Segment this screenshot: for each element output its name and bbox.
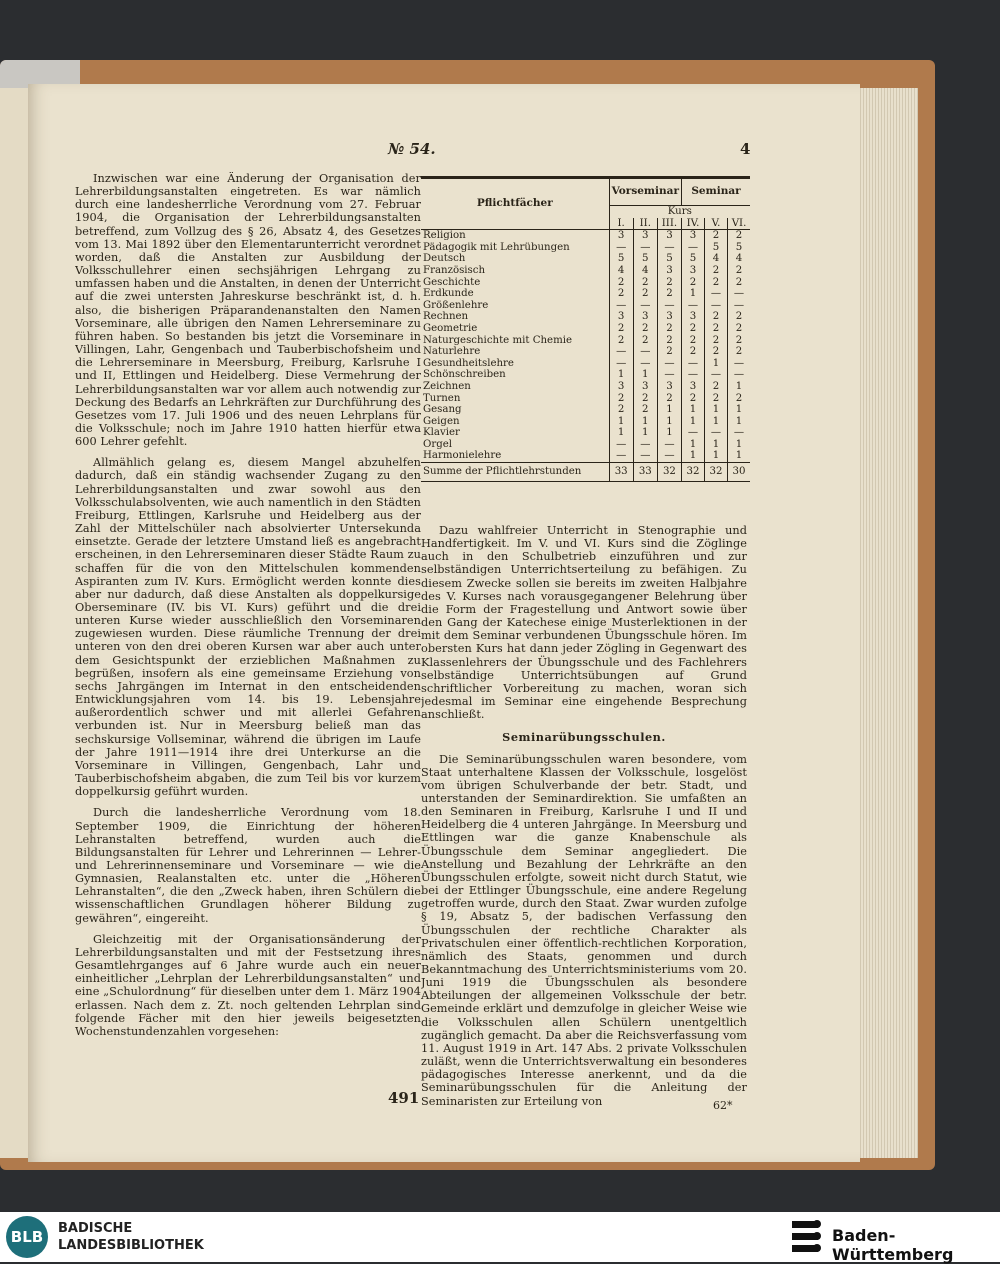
hours-cell: 2 (728, 230, 751, 242)
hours-cell: — (633, 358, 657, 370)
subject-name: Religion (423, 230, 466, 242)
hours-cell: 1 (728, 416, 751, 428)
table-row (421, 439, 750, 451)
hours-cell: 3 (682, 230, 705, 242)
sum-cell: 32 (657, 463, 681, 482)
hours-cell: 3 (633, 230, 657, 242)
hours-cell: 2 (728, 393, 751, 405)
table-row (421, 404, 750, 416)
hours-cell: — (609, 242, 633, 254)
paragraph: Die Seminarübungsschulen waren besondere, vom Staat unterhaltene Klassen der Volksschule, losgelöst vom übrigen Schulverbande der betr. Stadt, und unterstanden der Seminardirektion. Sie umfaßten an den Seminaren in Freiburg, Karlsruhe I und II und Heidelberg die 4 unteren Jahrgänge. In Meersburg und Ettlingen war die ganze Knabenschule als Übungsschule dem Seminar angegliedert. Die Anstellung und Bezahlung der Lehrkräfte an den Übungsschulen erfolgte, soweit nicht durch Statut, wie bei der Ettlinger Übungsschule, eine andere Regelung getroffen wurde, durch den Staat. Zwar wurden zufolge § 19, Absatz 5, der badischen Verfassung den Übungsschulen der rechtliche Charakter als Privatschulen einer öffentlich-rechtlichen Korporation, nämlich des Staats, genommen und durch Bekanntmachung des Unterrichtsministeriums vom 20. Juni 1919 die Übungsschulen als besondere Abteilungen der allgemeinen Volksschule der betr. Gemeinde erklärt und demzufolge in gleicher Weise wie die Volksschulen allen Schülern unentgeltlich zugänglich gemacht. Da aber die Reichsverfassung vom 11. August 1919 in Art. 147 Abs. 2 private Volksschulen zuläßt, wenn die Unterrichtsverwaltung ein besonderes pädagogisches Interesse anerkennt, und da die Seminarübungsschulen für die Anleitung der Seminaristen zur Erteilung von (421, 752, 747, 1108)
hours-cell: — (682, 300, 705, 312)
hours-cell: 2 (705, 277, 728, 289)
library-name[interactable] (58, 1220, 204, 1254)
hours-cell: 3 (609, 311, 633, 323)
hours-cell: 1 (682, 439, 705, 451)
hours-cell: — (609, 450, 633, 462)
document-page (28, 84, 860, 1162)
hours-cell: 2 (705, 335, 728, 347)
hours-cell: 2 (609, 335, 633, 347)
library-banner (0, 1212, 1000, 1262)
hours-cell: 2 (728, 265, 751, 277)
hours-cell: 2 (728, 277, 751, 289)
hours-cell: 2 (657, 335, 681, 347)
hours-cell: 2 (633, 393, 657, 405)
hours-cell: 2 (682, 335, 705, 347)
subjects-table-container (421, 176, 750, 516)
hours-cell: 2 (682, 393, 705, 405)
hours-cell: 2 (609, 288, 633, 300)
hours-cell: 1 (609, 427, 633, 439)
hours-cell: 2 (728, 323, 751, 335)
lions-coat-of-arms-icon (790, 1218, 824, 1256)
hours-cell: 1 (728, 450, 751, 462)
subject-name: Geschichte (423, 276, 481, 288)
library-name-line2: LANDESBIBLIOTHEK (58, 1238, 204, 1253)
hours-cell: — (657, 369, 681, 381)
hours-cell: 4 (609, 265, 633, 277)
table-row (421, 242, 750, 254)
hours-cell: — (705, 300, 728, 312)
table-row (421, 265, 750, 277)
hours-cell: 2 (657, 393, 681, 405)
hours-cell: — (728, 300, 751, 312)
kurs-column-header: V. (705, 218, 728, 230)
hours-cell: 2 (705, 381, 728, 393)
subject-name: Turnen (423, 392, 461, 404)
table-row (421, 277, 750, 289)
hours-cell: — (633, 242, 657, 254)
hours-cell: 2 (657, 288, 681, 300)
hours-cell: — (609, 439, 633, 451)
hours-cell: 1 (633, 427, 657, 439)
vorseminar-header: Vorseminar (609, 178, 681, 206)
hours-cell: 2 (609, 323, 633, 335)
hours-cell: 1 (682, 450, 705, 462)
hours-cell: 1 (657, 416, 681, 428)
hours-cell: 3 (657, 265, 681, 277)
kurs-column-header: III. (657, 218, 681, 230)
table-row (421, 323, 750, 335)
table-row (421, 230, 750, 242)
hours-cell: 3 (633, 381, 657, 393)
seminar-header: Seminar (682, 178, 751, 206)
paragraph: Durch die landesherrliche Verordnung vom 18. September 1909, die Einrichtung der höheren Lehranstalten betreffend, wurden auch die Bildungsanstalten für Lehrer und Lehrerinnen — Lehrer- und Lehrerinnenseminare und Vorseminare — wie die Gymnasien, Realanstalten etc. unter die „Höheren Lehranstalten“, die den „Zweck haben, ihren Schülern die wissenschaftlichen Grundlagen höherer Bildung zu gewähren“, eingereiht. (75, 806, 421, 925)
right-text-column (421, 524, 747, 1124)
hours-cell: 2 (657, 346, 681, 358)
sum-cell: 32 (682, 463, 705, 482)
subject-name: Geigen (423, 415, 460, 427)
hours-cell: 2 (633, 404, 657, 416)
hours-cell: 5 (682, 253, 705, 265)
hours-cell: — (682, 358, 705, 370)
subject-name: Deutsch (423, 253, 466, 265)
signature-mark: 62* (713, 1099, 733, 1112)
hours-cell: — (609, 346, 633, 358)
page-header (28, 140, 860, 162)
hours-cell: 1 (682, 404, 705, 416)
hours-cell: 2 (682, 277, 705, 289)
hours-cell: 2 (728, 311, 751, 323)
hours-cell: 1 (705, 416, 728, 428)
hours-cell: 2 (633, 288, 657, 300)
hours-cell: 3 (682, 381, 705, 393)
sum-row (421, 463, 750, 482)
hours-cell: — (609, 300, 633, 312)
hours-cell: 1 (705, 404, 728, 416)
hours-cell: 5 (609, 253, 633, 265)
hours-cell: — (633, 346, 657, 358)
hours-cell: 2 (728, 335, 751, 347)
hours-cell: 1 (657, 404, 681, 416)
hours-cell: 1 (633, 416, 657, 428)
hours-cell: — (657, 242, 681, 254)
hours-cell: 1 (682, 288, 705, 300)
left-page-edge (0, 88, 29, 1158)
hours-cell: — (682, 427, 705, 439)
subject-name: Französisch (423, 264, 486, 276)
table-row (421, 335, 750, 347)
paragraph: Gleichzeitig mit der Organisationsänderung der Lehrerbildungsanstalten und mit der Festsetzung ihres Gesamtlehrganges auf 6 Jahre wurde auch ein neuer einheitlicher „Lehrplan der Lehrerbildungsanstalten“ und eine „Schulordnung“ für dieselben unter dem 1. März 1904 erlassen. Nach dem z. Zt. noch geltenden Lehrplan sind folgende Fächer mit den hier jeweils beigesetzten Wochenstundenzahlen vorgesehen: (75, 932, 421, 1038)
table-row (421, 358, 750, 370)
section-heading: Seminarübungsschulen. (502, 730, 666, 745)
library-name-line1: BADISCHE (58, 1221, 133, 1236)
table-row (421, 311, 750, 323)
hours-cell: — (682, 242, 705, 254)
subject-name: Rechnen (423, 311, 469, 323)
table-row (421, 253, 750, 265)
paragraph: Allmählich gelang es, diesem Mangel abzuhelfen dadurch, daß ein ständig wachsender Zugang zu den Lehrerbildungsanstalten und zwar sowohl aus den Volksschulabsolventen, wie auch namentlich in den Städten Freiburg, Ettlingen, Karlsruhe und Heidelberg aus der Zahl der Mittelschüler nach absolvierter Untersekunda einsetzte. Gerade der letztere Umstand ließ es angebracht erscheinen, in den Lehrerseminaren dieser Städte Raum zu schaffen für die von den Mittelschulen kommenden Aspiranten zum IV. Kurs. Ermöglicht werden konnte dies aber nur dadurch, daß diese Anstalten als doppelkursige Oberseminare (IV. bis VI. Kurs) geführt und die drei unteren Kurse wieder ausschließlich den Vorseminaren zugewiesen wurden. Diese räumliche Trennung der drei unteren von den drei oberen Kursen war aber auch unter dem Gesichtspunkt der erzieblichen Maßnahmen zu begrüßen, insofern als eine gemeinsame Erziehung von sechs Jahrgängen im Internat in den entscheidenden Entwicklungsjahren vom 14. bis 19. Lebensjahre außerordentlich schwer und mit allerlei Gefahren verbunden ist. Nur in Meersburg beließ man das sechskursige Vollseminar, während die übrigen im Laufe der Jahre 1911—1914 ihre drei Unterkurse an die Vorseminare in Villingen, Gengenbach, Lahr und Tauberbischofsheim abgaben, die zum Teil bis vor kurzem doppelkursig geführt wurden. (75, 456, 421, 799)
sum-cell: 32 (705, 463, 728, 482)
hours-cell: 1 (705, 358, 728, 370)
table-row (421, 416, 750, 428)
sum-cell: 30 (728, 463, 751, 482)
hours-cell: 2 (609, 404, 633, 416)
hours-cell: 1 (633, 369, 657, 381)
sum-cell: 33 (609, 463, 633, 482)
hours-cell: 5 (657, 253, 681, 265)
hours-cell: 3 (609, 381, 633, 393)
hours-cell: 2 (705, 393, 728, 405)
hours-cell: 1 (657, 427, 681, 439)
paragraph: Dazu wahlfreier Unterricht in Stenographie und Handfertigkeit. Im V. und VI. Kurs sind die Zöglinge auch in den Schulbetrieb einzuführen und zur selbständigen Unterrichtserteilung zu befähigen. Zu diesem Zwecke sollen sie bereits im zweiten Halbjahre des V. Kurses nach vorausgegangener Belehrung über die Form der Fragestellung und Antwort sowie über den Gang der Katechese einige Musterlektionen in der mit dem Seminar verbundenen Übungsschule hören. Im obersten Kurs hat dann jeder Zögling in Gegenwart des Klassenlehrers der Übungsschule und des Fachlehrers selbständige Unterrichtsübungen auf Grund schriftlicher Vorbereitung zu machen, woran sich jedesmal im Seminar eine eingehende Besprechung anschließt. (421, 524, 747, 722)
subject-name: Naturgeschichte mit Chemie (423, 334, 573, 346)
issue-number: № 54. (388, 140, 436, 158)
blb-logo[interactable]: BLB (6, 1216, 48, 1258)
subject-name: Erdkunde (423, 288, 474, 300)
hours-cell: 1 (728, 381, 751, 393)
hours-cell: 3 (682, 311, 705, 323)
hours-cell: 2 (705, 311, 728, 323)
subject-name: Größenlehre (423, 299, 489, 311)
hours-cell: — (657, 300, 681, 312)
subject-name: Schönschreiben (423, 369, 506, 381)
table-row (421, 393, 750, 405)
hours-cell: 1 (609, 369, 633, 381)
kurs-column-header: II. (633, 218, 657, 230)
hours-cell: 1 (682, 416, 705, 428)
kurs-column-header: I. (609, 218, 633, 230)
kurs-column-header: IV. (682, 218, 705, 230)
subject-name: Pädagogik mit Lehrübungen (423, 241, 570, 253)
hours-cell: 2 (682, 346, 705, 358)
hours-cell: 5 (633, 253, 657, 265)
table-row (421, 288, 750, 300)
hours-cell: — (728, 288, 751, 300)
kurs-label: Kurs (609, 206, 750, 218)
page-header-number: 4 (740, 140, 751, 158)
hours-cell: 3 (609, 230, 633, 242)
subject-name: Klavier (423, 427, 460, 439)
hours-cell: 2 (609, 277, 633, 289)
state-name[interactable]: Baden-Württemberg (832, 1226, 954, 1264)
subject-name: Zeichnen (423, 380, 471, 392)
subjects-table (421, 176, 750, 482)
hours-cell: — (609, 358, 633, 370)
hours-cell: 2 (705, 323, 728, 335)
hours-cell: — (728, 427, 751, 439)
table-row (421, 369, 750, 381)
hours-cell: 4 (728, 253, 751, 265)
subject-name: Naturlehre (423, 346, 481, 358)
hours-cell: 1 (705, 439, 728, 451)
subject-name: Harmonielehre (423, 450, 502, 462)
table-row (421, 346, 750, 358)
hours-cell: — (705, 369, 728, 381)
hours-cell: — (657, 358, 681, 370)
subject-name: Gesundheitslehre (423, 357, 514, 369)
hours-cell: — (657, 439, 681, 451)
hours-cell: 1 (705, 450, 728, 462)
hours-cell: 2 (633, 323, 657, 335)
hours-cell: 3 (657, 311, 681, 323)
hours-cell: 2 (633, 277, 657, 289)
hours-cell: — (728, 358, 751, 370)
hours-cell: 2 (705, 265, 728, 277)
hours-cell: 3 (657, 230, 681, 242)
hours-cell: 2 (728, 346, 751, 358)
subject-name: Geometrie (423, 322, 478, 334)
table-row (421, 381, 750, 393)
subject-name: Gesang (423, 404, 462, 416)
hours-cell: 2 (657, 323, 681, 335)
left-text-column (75, 172, 421, 1162)
hours-cell: — (728, 369, 751, 381)
hours-cell: 2 (682, 323, 705, 335)
hours-cell: 3 (657, 381, 681, 393)
hours-cell: 1 (609, 416, 633, 428)
hours-cell: 4 (705, 253, 728, 265)
hours-cell: 1 (728, 439, 751, 451)
hours-cell: 3 (682, 265, 705, 277)
sum-label: Summe der Pflichtlehrstunden (423, 466, 582, 478)
hours-cell: 2 (609, 393, 633, 405)
table-body (421, 230, 750, 463)
hours-cell: — (682, 369, 705, 381)
sum-cell: 33 (633, 463, 657, 482)
table-row (421, 300, 750, 312)
hours-cell: 2 (657, 277, 681, 289)
hours-cell: — (705, 427, 728, 439)
hours-cell: — (705, 288, 728, 300)
page-number: 491 (388, 1089, 420, 1107)
table-row (421, 427, 750, 439)
hours-cell: 5 (728, 242, 751, 254)
hours-cell: 2 (705, 230, 728, 242)
subject-header: Pflichtfächer (421, 178, 609, 230)
hours-cell: — (633, 439, 657, 451)
hours-cell: 4 (633, 265, 657, 277)
hours-cell: 1 (728, 404, 751, 416)
hours-cell: — (633, 450, 657, 462)
hours-cell: 5 (705, 242, 728, 254)
hours-cell: 3 (633, 311, 657, 323)
hours-cell: — (657, 450, 681, 462)
hours-cell: — (633, 300, 657, 312)
hours-cell: 2 (705, 346, 728, 358)
hours-cell: 2 (633, 335, 657, 347)
page-stack-edge (858, 88, 918, 1158)
kurs-column-header: VI. (728, 218, 751, 230)
table-row (421, 450, 750, 462)
paragraph: Inzwischen war eine Änderung der Organisation der Lehrerbildungsanstalten eingetreten. Es war nämlich durch eine landesherrliche Verordnung vom 27. Februar 1904, die Organisation der Lehrerbildungsanstalten betreffend, zum Vollzug des § 26, Absatz 4, des Gesetzes vom 13. Mai 1892 über den Elementarunterricht verordnet worden, daß die Anstalten zur Ausbildung der Volksschullehrer einen sechsjährigen Lehrgang zu umfassen haben und die Anstalten, in denen der Unterricht auf die zwei untersten Jahreskurse beschränkt ist, d. h. also, die bisherigen Präparandenanstalten den Namen Vorseminare, alle übrigen den Namen Lehrerseminare zu führen haben. So bestanden bis jetzt die Vorseminare in Villingen, Lahr, Gengenbach und Tauberbischofsheim und die Lehrerseminare in Meersburg, Freiburg, Karlsruhe I und II, Ettlingen und Heidelberg. Diese Vermehrung der Lehrerbildungsanstalten war vor allem auch notwendig zur Deckung des Bedarfs an Lehrkräften zur Durchführung des Gesetzes vom 17. Juli 1906 und des neuen Lehrplans für die Volksschule; noch im Jahre 1910 hatten hierfür etwa 600 Lehrer gefehlt. (75, 172, 421, 449)
subject-name: Orgel (423, 438, 453, 450)
